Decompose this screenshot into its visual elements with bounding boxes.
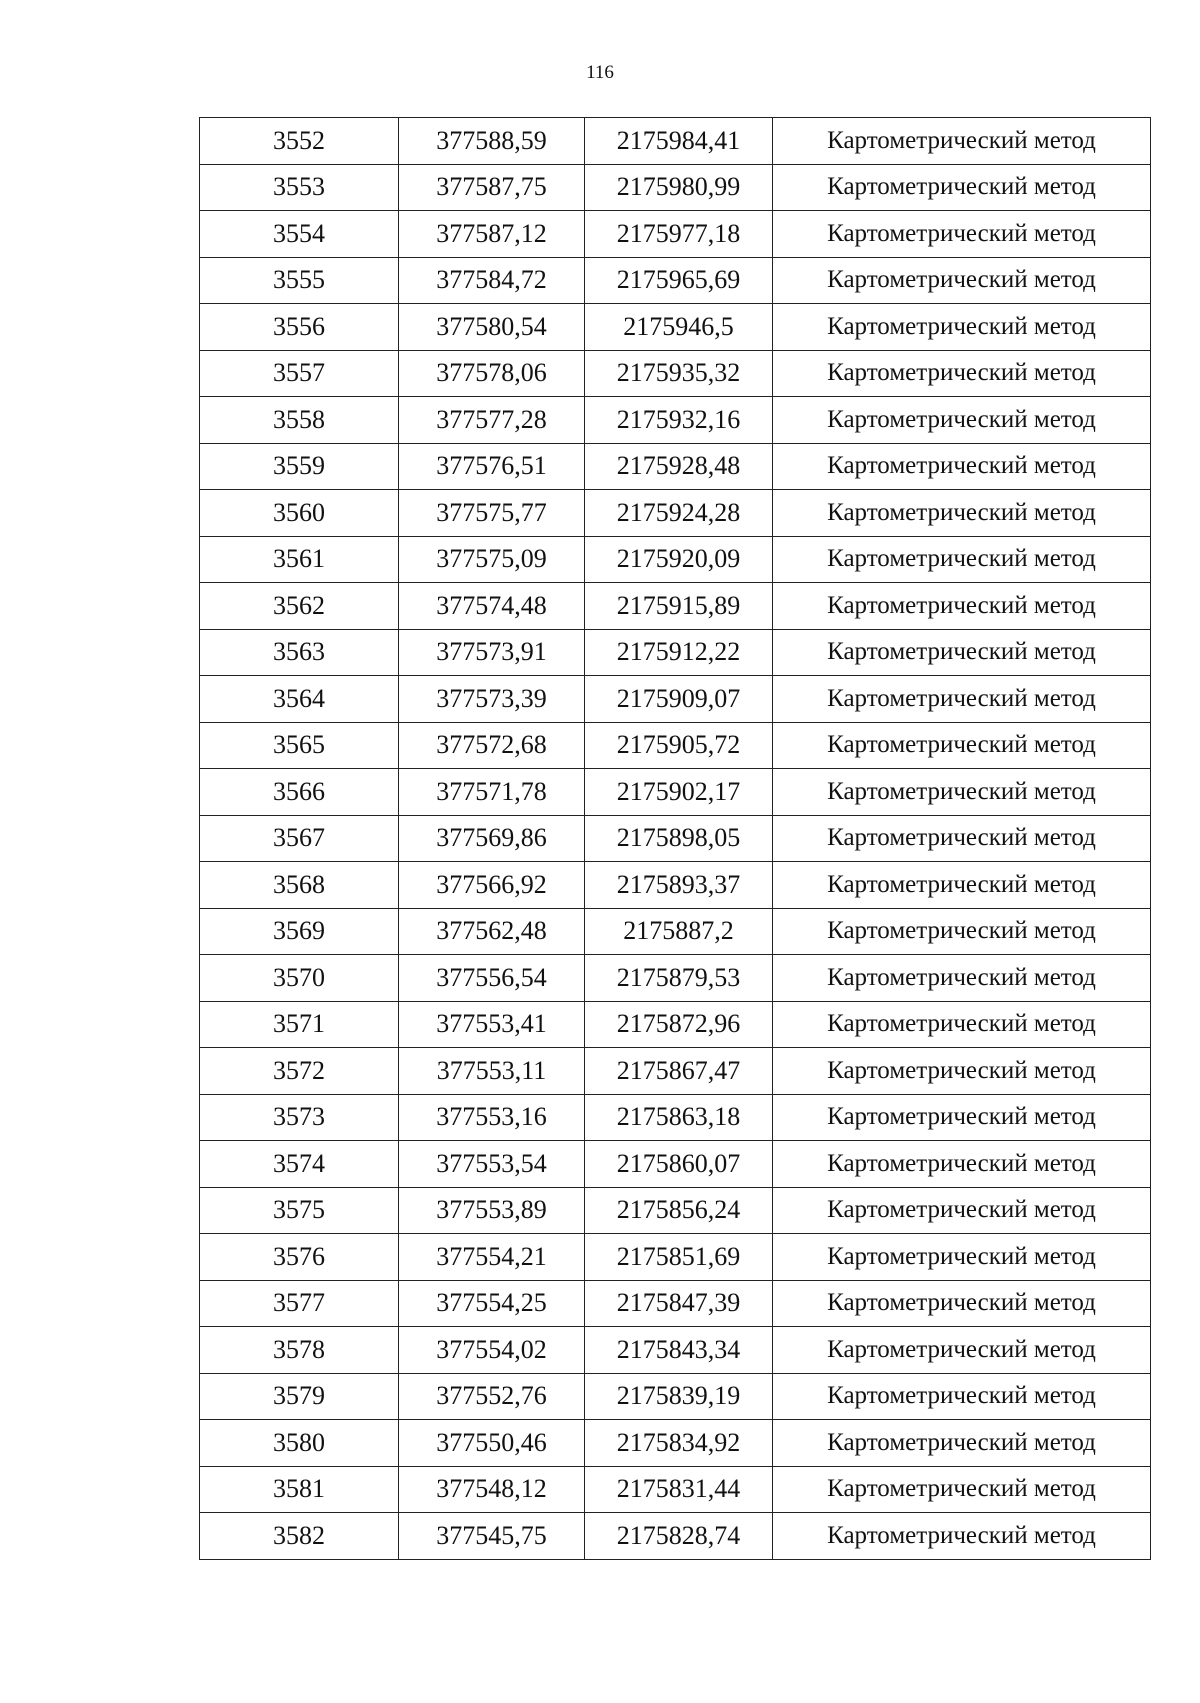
method-cell: Картометрический метод	[773, 1234, 1151, 1281]
method-cell: Картометрический метод	[773, 536, 1151, 583]
y-coordinate-cell: 2175912,22	[585, 629, 773, 676]
x-coordinate-cell: 377573,91	[399, 629, 585, 676]
coordinates-table-body	[200, 118, 1151, 1560]
table-row	[200, 908, 1151, 955]
x-coordinate-cell: 377578,06	[399, 350, 585, 397]
point-number-cell: 3557	[200, 350, 399, 397]
table-row	[200, 1048, 1151, 1095]
point-number-cell: 3569	[200, 908, 399, 955]
method-cell: Картометрический метод	[773, 629, 1151, 676]
table-row	[200, 257, 1151, 304]
point-number-cell: 3567	[200, 815, 399, 862]
point-number-cell: 3559	[200, 443, 399, 490]
table-row	[200, 1141, 1151, 1188]
method-cell: Картометрический метод	[773, 815, 1151, 862]
table-row	[200, 1187, 1151, 1234]
point-number-cell: 3555	[200, 257, 399, 304]
table-row	[200, 397, 1151, 444]
x-coordinate-cell: 377556,54	[399, 955, 585, 1002]
x-coordinate-cell: 377573,39	[399, 676, 585, 723]
table-row	[200, 490, 1151, 537]
point-number-cell: 3564	[200, 676, 399, 723]
table-row	[200, 1466, 1151, 1513]
table-row	[200, 722, 1151, 769]
x-coordinate-cell: 377554,25	[399, 1280, 585, 1327]
x-coordinate-cell: 377574,48	[399, 583, 585, 630]
y-coordinate-cell: 2175839,19	[585, 1373, 773, 1420]
point-number-cell: 3577	[200, 1280, 399, 1327]
x-coordinate-cell: 377575,09	[399, 536, 585, 583]
y-coordinate-cell: 2175935,32	[585, 350, 773, 397]
point-number-cell: 3554	[200, 211, 399, 258]
y-coordinate-cell: 2175828,74	[585, 1513, 773, 1560]
method-cell: Картометрический метод	[773, 397, 1151, 444]
method-cell: Картометрический метод	[773, 304, 1151, 351]
point-number-cell: 3562	[200, 583, 399, 630]
point-number-cell: 3581	[200, 1466, 399, 1513]
point-number-cell: 3578	[200, 1327, 399, 1374]
y-coordinate-cell: 2175867,47	[585, 1048, 773, 1095]
point-number-cell: 3570	[200, 955, 399, 1002]
y-coordinate-cell: 2175905,72	[585, 722, 773, 769]
point-number-cell: 3565	[200, 722, 399, 769]
method-cell: Картометрический метод	[773, 1373, 1151, 1420]
y-coordinate-cell: 2175847,39	[585, 1280, 773, 1327]
table-row	[200, 815, 1151, 862]
method-cell: Картометрический метод	[773, 118, 1151, 165]
table-row	[200, 1094, 1151, 1141]
method-cell: Картометрический метод	[773, 1187, 1151, 1234]
method-cell: Картометрический метод	[773, 164, 1151, 211]
method-cell: Картометрический метод	[773, 769, 1151, 816]
point-number-cell: 3580	[200, 1420, 399, 1467]
table-row	[200, 350, 1151, 397]
method-cell: Картометрический метод	[773, 1327, 1151, 1374]
x-coordinate-cell: 377548,12	[399, 1466, 585, 1513]
method-cell: Картометрический метод	[773, 211, 1151, 258]
table-row	[200, 164, 1151, 211]
table-row	[200, 583, 1151, 630]
x-coordinate-cell: 377553,11	[399, 1048, 585, 1095]
method-cell: Картометрический метод	[773, 350, 1151, 397]
table-row	[200, 1001, 1151, 1048]
x-coordinate-cell: 377562,48	[399, 908, 585, 955]
point-number-cell: 3566	[200, 769, 399, 816]
y-coordinate-cell: 2175860,07	[585, 1141, 773, 1188]
table-row	[200, 443, 1151, 490]
point-number-cell: 3568	[200, 862, 399, 909]
point-number-cell: 3575	[200, 1187, 399, 1234]
table-row	[200, 862, 1151, 909]
x-coordinate-cell: 377553,89	[399, 1187, 585, 1234]
point-number-cell: 3552	[200, 118, 399, 165]
table-row	[200, 304, 1151, 351]
x-coordinate-cell: 377550,46	[399, 1420, 585, 1467]
x-coordinate-cell: 377566,92	[399, 862, 585, 909]
point-number-cell: 3582	[200, 1513, 399, 1560]
y-coordinate-cell: 2175980,99	[585, 164, 773, 211]
table-row	[200, 1327, 1151, 1374]
y-coordinate-cell: 2175843,34	[585, 1327, 773, 1374]
table-row	[200, 769, 1151, 816]
y-coordinate-cell: 2175872,96	[585, 1001, 773, 1048]
point-number-cell: 3576	[200, 1234, 399, 1281]
table-row	[200, 1373, 1151, 1420]
method-cell: Картометрический метод	[773, 862, 1151, 909]
method-cell: Картометрический метод	[773, 955, 1151, 1002]
point-number-cell: 3560	[200, 490, 399, 537]
method-cell: Картометрический метод	[773, 490, 1151, 537]
table-row	[200, 955, 1151, 1002]
x-coordinate-cell: 377587,12	[399, 211, 585, 258]
y-coordinate-cell: 2175915,89	[585, 583, 773, 630]
y-coordinate-cell: 2175879,53	[585, 955, 773, 1002]
y-coordinate-cell: 2175924,28	[585, 490, 773, 537]
table-row	[200, 676, 1151, 723]
x-coordinate-cell: 377576,51	[399, 443, 585, 490]
method-cell: Картометрический метод	[773, 583, 1151, 630]
method-cell: Картометрический метод	[773, 257, 1151, 304]
y-coordinate-cell: 2175920,09	[585, 536, 773, 583]
x-coordinate-cell: 377580,54	[399, 304, 585, 351]
coordinates-table	[199, 117, 1151, 1560]
method-cell: Картометрический метод	[773, 908, 1151, 955]
y-coordinate-cell: 2175887,2	[585, 908, 773, 955]
y-coordinate-cell: 2175893,37	[585, 862, 773, 909]
point-number-cell: 3556	[200, 304, 399, 351]
page-number: 116	[586, 62, 614, 83]
method-cell: Картометрический метод	[773, 1280, 1151, 1327]
x-coordinate-cell: 377554,21	[399, 1234, 585, 1281]
x-coordinate-cell: 377553,41	[399, 1001, 585, 1048]
table-row	[200, 1420, 1151, 1467]
x-coordinate-cell: 377553,54	[399, 1141, 585, 1188]
y-coordinate-cell: 2175909,07	[585, 676, 773, 723]
y-coordinate-cell: 2175946,5	[585, 304, 773, 351]
x-coordinate-cell: 377545,75	[399, 1513, 585, 1560]
method-cell: Картометрический метод	[773, 1048, 1151, 1095]
y-coordinate-cell: 2175984,41	[585, 118, 773, 165]
y-coordinate-cell: 2175851,69	[585, 1234, 773, 1281]
method-cell: Картометрический метод	[773, 1001, 1151, 1048]
y-coordinate-cell: 2175965,69	[585, 257, 773, 304]
point-number-cell: 3553	[200, 164, 399, 211]
y-coordinate-cell: 2175928,48	[585, 443, 773, 490]
point-number-cell: 3563	[200, 629, 399, 676]
method-cell: Картометрический метод	[773, 1420, 1151, 1467]
table-row	[200, 211, 1151, 258]
point-number-cell: 3574	[200, 1141, 399, 1188]
x-coordinate-cell: 377553,16	[399, 1094, 585, 1141]
x-coordinate-cell: 377571,78	[399, 769, 585, 816]
x-coordinate-cell: 377577,28	[399, 397, 585, 444]
x-coordinate-cell: 377575,77	[399, 490, 585, 537]
table-row	[200, 1234, 1151, 1281]
method-cell: Картометрический метод	[773, 1141, 1151, 1188]
table-row	[200, 1280, 1151, 1327]
x-coordinate-cell: 377569,86	[399, 815, 585, 862]
x-coordinate-cell: 377584,72	[399, 257, 585, 304]
y-coordinate-cell: 2175834,92	[585, 1420, 773, 1467]
point-number-cell: 3561	[200, 536, 399, 583]
y-coordinate-cell: 2175902,17	[585, 769, 773, 816]
method-cell: Картометрический метод	[773, 722, 1151, 769]
x-coordinate-cell: 377588,59	[399, 118, 585, 165]
method-cell: Картометрический метод	[773, 676, 1151, 723]
point-number-cell: 3572	[200, 1048, 399, 1095]
x-coordinate-cell: 377587,75	[399, 164, 585, 211]
table-row	[200, 536, 1151, 583]
point-number-cell: 3571	[200, 1001, 399, 1048]
y-coordinate-cell: 2175863,18	[585, 1094, 773, 1141]
method-cell: Картометрический метод	[773, 1466, 1151, 1513]
method-cell: Картометрический метод	[773, 1513, 1151, 1560]
y-coordinate-cell: 2175977,18	[585, 211, 773, 258]
x-coordinate-cell: 377552,76	[399, 1373, 585, 1420]
table-row	[200, 629, 1151, 676]
table-row	[200, 118, 1151, 165]
y-coordinate-cell: 2175932,16	[585, 397, 773, 444]
y-coordinate-cell: 2175898,05	[585, 815, 773, 862]
x-coordinate-cell: 377554,02	[399, 1327, 585, 1374]
table-row	[200, 1513, 1151, 1560]
point-number-cell: 3579	[200, 1373, 399, 1420]
method-cell: Картометрический метод	[773, 1094, 1151, 1141]
point-number-cell: 3558	[200, 397, 399, 444]
y-coordinate-cell: 2175831,44	[585, 1466, 773, 1513]
x-coordinate-cell: 377572,68	[399, 722, 585, 769]
method-cell: Картометрический метод	[773, 443, 1151, 490]
y-coordinate-cell: 2175856,24	[585, 1187, 773, 1234]
point-number-cell: 3573	[200, 1094, 399, 1141]
